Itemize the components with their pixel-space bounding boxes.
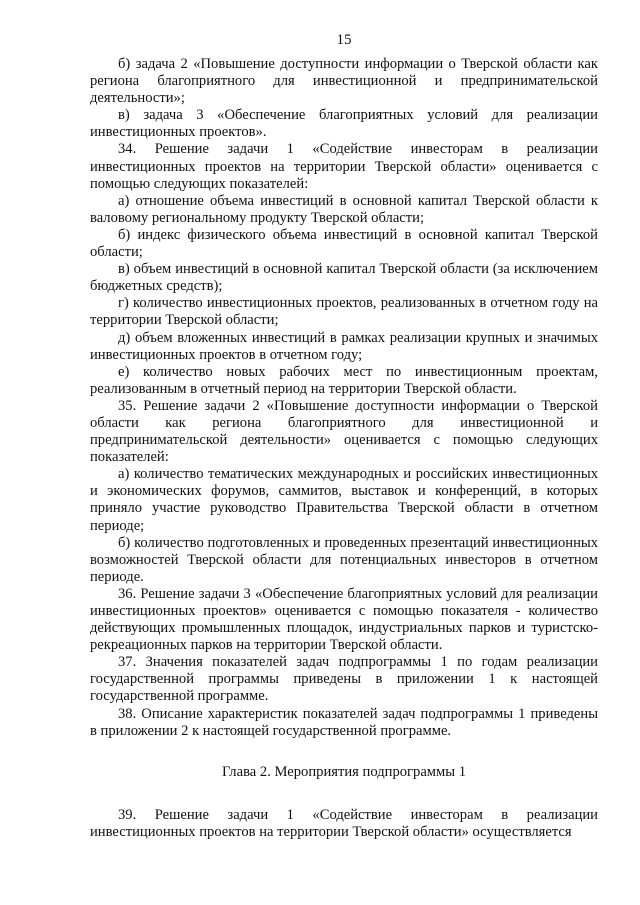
paragraph-task-2: б) задача 2 «Повышение доступности информации о Тверской области как региона благоприятного для инвестиционной и предпринимательской деятельности»; [90,56,598,107]
chapter-heading: Глава 2. Мероприятия подпрограммы 1 [221,763,467,780]
paragraph-34-d: д) объем вложенных инвестиций в рамках реализации крупных и значимых инвестиционных проектов в отчетном году; [90,329,598,363]
paragraph-38: 38. Описание характеристик показателей задач подпрограммы 1 приведены в приложении 2 к настоящей государственной программе. [90,705,598,739]
paragraph-34-e: е) количество новых рабочих мест по инвестиционным проектам, реализованным в отчетный период на территории Тверской области. [90,363,598,397]
paragraph-34-a: а) отношение объема инвестиций в основной капитал Тверской области к валовому региональному продукту Тверской области; [90,192,598,226]
spacer [90,740,598,764]
spacer [90,781,598,807]
paragraph-35: 35. Решение задачи 2 «Повышение доступности информации о Тверской области как региона благоприятного для инвестиционной и предпринимательской деятельности» оценивается с помощью следующих показателей: [90,397,598,466]
document-page [90,30,598,841]
paragraph-39: 39. Решение задачи 1 «Содействие инвесторам в реализации инвестиционных проектов на территории Тверской области» осуществляется [90,806,598,840]
paragraph-34-v: в) объем инвестиций в основной капитал Тверской области (за исключением бюджетных средств); [90,261,598,295]
paragraph-35-a: а) количество тематических международных и российских инвестиционных и экономических форумов, саммитов, выставок и конференций, в которых приняло участие руководство Правительства Тверской области в отчетном периоде; [90,466,598,534]
paragraph-35-b: б) количество подготовленных и проведенных презентаций инвестиционных возможностей Тверской области для потенциальных инвесторов в отчетном периоде. [90,534,598,585]
page-number: 15 [336,32,352,48]
paragraph-task-3: в) задача 3 «Обеспечение благоприятных условий для реализации инвестиционных проектов». [90,107,598,141]
paragraph-34: 34. Решение задачи 1 «Содействие инвесторам в реализации инвестиционных проектов на территории Тверской области» оценивается с помощью следующих показателей: [90,141,598,192]
paragraph-34-b: б) индекс физического объема инвестиций в основной капитал Тверской области; [90,226,598,261]
paragraph-36: 36. Решение задачи 3 «Обеспечение благоприятных условий для реализации инвестиционных проектов» оценивается с помощью показателя - количество действующих промышленных площадок, индустриальных парков и туристско-рекреационных парков на территории Тверской области. [90,585,598,654]
paragraph-37: 37. Значения показателей задач подпрограммы 1 по годам реализации государственной программы приведены в приложении 1 к настоящей государственной программе. [90,654,598,705]
paragraph-34-g: г) количество инвестиционных проектов, реализованных в отчетном году на территории Тверской области; [90,295,598,329]
